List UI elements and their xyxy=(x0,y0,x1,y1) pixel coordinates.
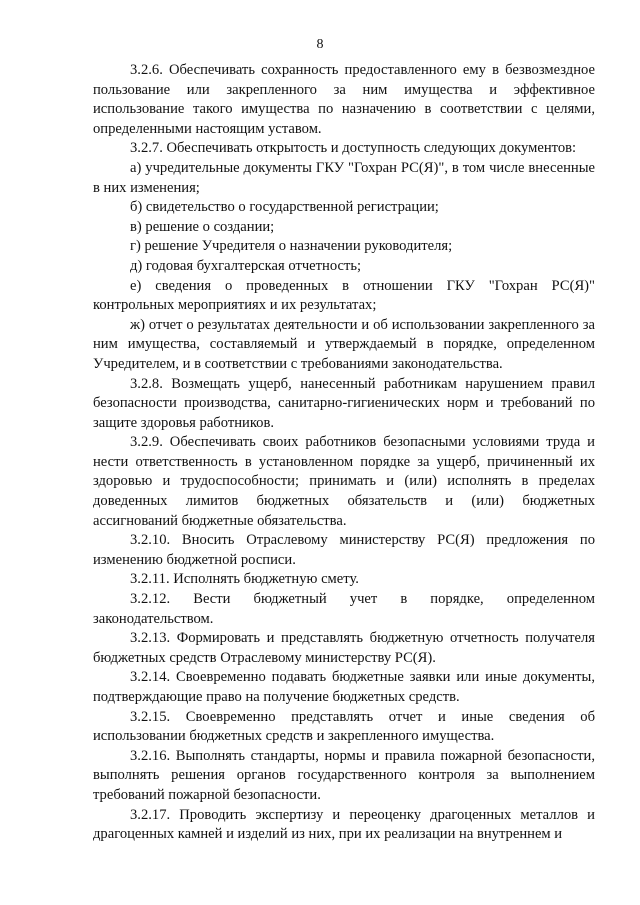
list-item-v: в) решение о создании; xyxy=(130,218,275,235)
paragraph-3-2-13: 3.2.13. Формировать и представлять бюджетную отчетность получателя бюджетных средств Отраслевому министерству РС(Я). xyxy=(93,630,595,666)
paragraph-3-2-11: 3.2.11. Исполнять бюджетную смету. xyxy=(130,571,359,588)
paragraph-3-2-9: 3.2.9. Обеспечивать своих работников безопасными условиями труда и нести ответственность в установленном порядке за ущерб, причиненный их здоровью и трудоспособности; принимать и (или) исполнять в пределах доведенных лимитов бюджетных обязательств и (или) бюджетных ассигнований бюджетные обязательства. xyxy=(93,434,595,529)
paragraph-3-2-16: 3.2.16. Выполнять стандарты, нормы и правила пожарной безопасности, выполнять решения органов государственного контроля за выполнением требований пожарной безопасности. xyxy=(93,747,595,803)
list-item-a: а) учредительные документы ГКУ "Гохран РС(Я)", в том числе внесенные в них изменения; xyxy=(93,159,595,196)
list-item-e: е) сведения о проведенных в отношении ГКУ "Гохран РС(Я)" контрольных мероприятиях и их результатах; xyxy=(93,277,595,314)
list-item-d: д) годовая бухгалтерская отчетность; xyxy=(130,257,362,274)
paragraph-3-2-17: 3.2.17. Проводить экспертизу и переоценку драгоценных металлов и драгоценных камней и изделий из них, при их реализации на внутреннем и xyxy=(93,806,595,843)
paragraph-3-2-6: 3.2.6. Обеспечивать сохранность предоставленного ему в безвозмездное пользование или закрепленного за ним имущества и эффективное использование такого имущества по назначению в соответствии с целями, определенными настоящим уставом. xyxy=(93,62,595,137)
paragraph-3-2-8: 3.2.8. Возмещать ущерб, нанесенный работникам нарушением правил безопасности производства, санитарно-гигиенических норм и требований по защите здоровья работников. xyxy=(93,375,595,431)
paragraph-3-2-10: 3.2.10. Вносить Отраслевому министерству РС(Я) предложения по изменению бюджетной росписи. xyxy=(93,532,595,568)
page-number: 8 xyxy=(316,37,324,52)
list-item-b: б) свидетельство о государственной регистрации; xyxy=(130,199,439,216)
document-body xyxy=(93,61,595,845)
list-item-zh: ж) отчет о результатах деятельности и об использовании закрепленного за ним имущества, составляемый и утверждаемый в порядке, определенном Учредителем, и в соответствии с требованиями законодательства. xyxy=(93,316,595,372)
list-item-g: г) решение Учредителя о назначении руководителя; xyxy=(130,238,453,255)
paragraph-3-2-7: 3.2.7. Обеспечивать открытость и доступность следующих документов: xyxy=(130,140,577,157)
paragraph-3-2-14: 3.2.14. Своевременно подавать бюджетные заявки или иные документы, подтверждающие право на получение бюджетных средств. xyxy=(93,669,595,705)
paragraph-3-2-12: 3.2.12. Вести бюджетный учет в порядке, определенном законодательством. xyxy=(93,591,595,627)
paragraph-3-2-15: 3.2.15. Своевременно представлять отчет и иные сведения об использовании бюджетных средств и закрепленного имущества. xyxy=(93,708,595,745)
